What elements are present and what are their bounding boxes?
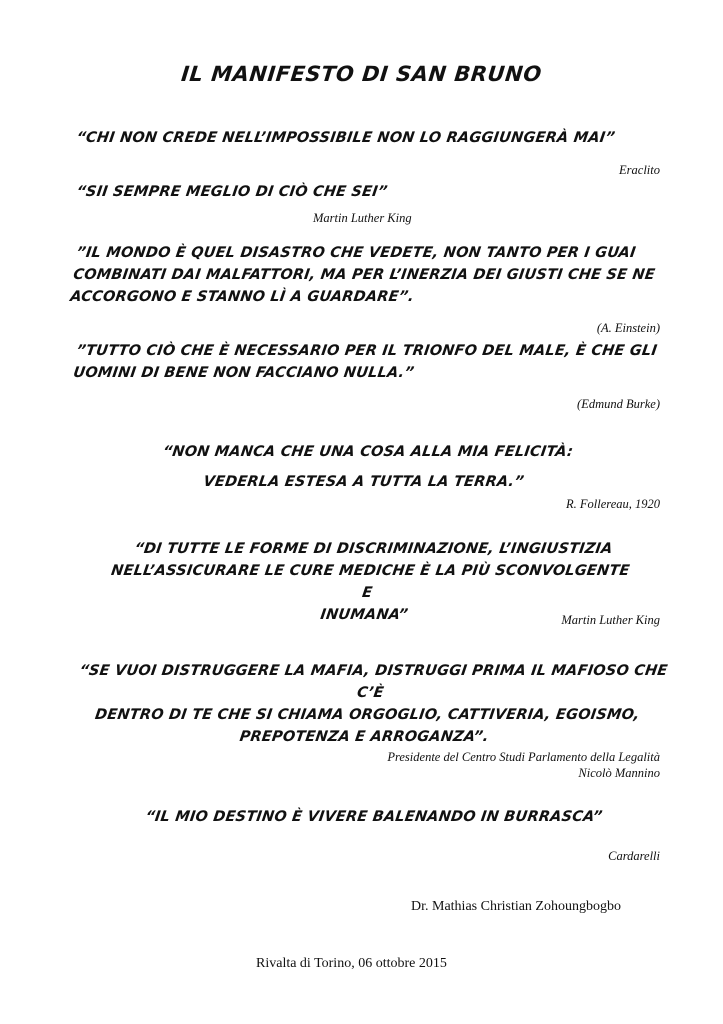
quote-text: “NON MANCA CHE UNA COSA ALLA MIA FELICITÀ: VEDERLA ESTESA A TUTTA LA TERRA.”: [161, 444, 575, 490]
page-title: IL MANIFESTO DI SAN BRUNO: [180, 62, 543, 86]
quote-text: “IL MIO DESTINO È VIVERE BALENANDO IN BURRASCA”: [144, 809, 604, 825]
quote-author: Martin Luther King: [313, 211, 412, 225]
place-date: Rivalta di Torino, 06 ottobre 2015: [256, 956, 447, 971]
quote-author: Martin Luther King: [561, 613, 660, 627]
quote-author: (A. Einstein): [596, 321, 660, 335]
quote-author: R. Follereau, 1920: [566, 497, 660, 511]
quote-text: “CHI NON CREDE NELL’IMPOSSIBILE NON LO RAGGIUNGERÀ MAI”: [75, 130, 616, 146]
signature: Dr. Mathias Christian Zohoungbogbo: [411, 899, 621, 914]
quote-text: “DI TUTTE LE FORME DI DISCRIMINAZIONE, L’INGIUSTIZIA NELL’ASSICURARE LE CURE MEDICHE È LA PIÙ SCONVOLGENTE E INUMANA”: [110, 541, 631, 623]
quote-text: ”IL MONDO È QUEL DISASTRO CHE VEDETE, NON TANTO PER I GUAI COMBINATI DAI MALFATTORI, MA PER L’INERZIA DEI GIUSTI CHE SE NE ACCORGONO E STANNO LÌ A GUARDARE”.: [69, 245, 657, 305]
quote-author: Eraclito: [619, 163, 660, 177]
quote-text: “SE VUOI DISTRUGGERE LA MAFIA, DISTRUGGI PRIMA IL MAFIOSO CHE C’È DENTRO DI TE CHE SI CHIAMA ORGOGLIO, CATTIVERIA, EGOISMO, PREPOTENZA E ARROGANZA”.: [78, 663, 669, 745]
quote-text: “SII SEMPRE MEGLIO DI CIÒ CHE SEI”: [75, 184, 389, 200]
quote-author: Cardarelli: [608, 849, 660, 863]
quote-author: Presidente del Centro Studi Parlamento della Legalità Nicolò Mannino: [387, 750, 660, 780]
quote-text: ”TUTTO CIÒ CHE È NECESSARIO PER IL TRIONFO DEL MALE, È CHE GLI UOMINI DI BENE NON FACCIANO NULLA.”: [72, 343, 659, 381]
quote-author: (Edmund Burke): [577, 397, 660, 411]
